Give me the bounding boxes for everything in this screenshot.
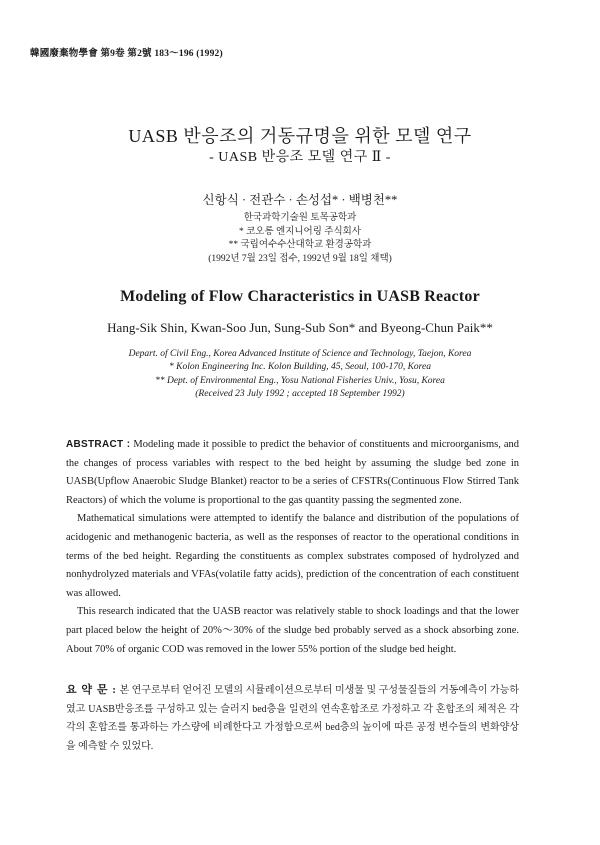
korean-authors: 신항식 · 전관수 · 손성섭* · 백병천** — [202, 193, 398, 207]
english-affiliation-1: Depart. of Civil Eng., Korea Advanced Institute of Science and Technology, Taejon, Korea — [128, 349, 472, 359]
korean-received-dates: (1992년 7월 23일 접수, 1992년 9월 18일 채택) — [208, 253, 392, 264]
journal-header: 韓國廢棄物學會 第9卷 第2號 183〜196 (1992) — [30, 49, 223, 59]
korean-abstract — [66, 681, 519, 756]
abstract-paragraph-2: Mathematical simulations were attempted to identify the balance and distribution of the populations of acidogenic and methanogenic bacteria, as well as the responses of reactor to the operational conditions in terms of the bed height. Regarding the constituents as complex substrates composed of hydrolyzed and nonhydrolyzed materials and VFAs(volatile fatty acids), prediction of the concentration of each constituent was allowed. — [66, 513, 519, 599]
english-affiliation-2: * Kolon Engineering Inc. Kolon Building, 45, Seoul, 100-170, Korea — [169, 362, 431, 373]
abstract-paragraph-3: This research indicated that the UASB reactor was relatively stable to shock loadings and that the lower part placed below the height of 20%〜30% of the sludge bed probably served as a shock absorbing zone. About 70% of organic COD was removed in the lower 55% portion of the sludge bed height. — [66, 606, 519, 655]
korean-abstract-text: 본 연구로부터 얻어진 모델의 시뮬레이션으로부터 미생물 및 구성물질들의 거동예측이 가능하였고 UASB반응조를 구성하고 있는 슬러지 bed층을 일련의 연속혼합조로 가정하고 각 혼합조의 체적은 각각의 혼합조를 통과하는 가스량에 비례한다고 가정함으로써 bed층의 높이에 따른 공정 변수들의 변화양상을 예측할 수 있었다. — [66, 685, 520, 752]
korean-affiliation-3: ** 국립여수수산대학교 환경공학과 — [228, 240, 372, 250]
abstract-paragraph-1 — [66, 436, 519, 510]
korean-subtitle: - UASB 반응조 모델 연구 Ⅱ - — [209, 150, 391, 165]
english-title: Modeling of Flow Characteristics in UASB Reactor — [120, 288, 480, 305]
english-received-dates: (Received 23 July 1992 ; accepted 18 September 1992) — [195, 388, 405, 399]
english-authors: Hang-Sik Shin, Kwan-Soo Jun, Sung-Sub Son* and Byeong-Chun Paik** — [107, 320, 493, 335]
korean-title: UASB 반응조의 거동규명을 위한 모델 연구 — [128, 126, 472, 146]
korean-affiliations — [0, 212, 600, 266]
english-abstract — [66, 436, 519, 659]
korean-affiliation-1: 한국과학기술원 토목공학과 — [243, 213, 357, 223]
korean-abstract-label: 요 약 문 : — [66, 684, 117, 696]
abstract-label: ABSTRACT : — [66, 439, 131, 450]
korean-affiliation-2: * 코오롱 엔지니어링 주식회사 — [239, 226, 361, 237]
english-affiliations — [0, 348, 600, 401]
english-affiliation-3: ** Dept. of Environmental Eng., Yosu National Fisheries Univ., Yosu, Korea — [155, 375, 445, 386]
abstract-text-1: Modeling made it possible to predict the behavior of constituents and microorganisms, and the changes of process variables with respect to the bed height by assuming the sludge bed zone in UASB(Upflow Anaerobic Sludge Blanket) reactor to be a series of CFSTRs(Continuous Flow Stirred Tank Reactors) of which the volume is proportional to the gas quantity passing the segmented zone. — [66, 439, 520, 506]
